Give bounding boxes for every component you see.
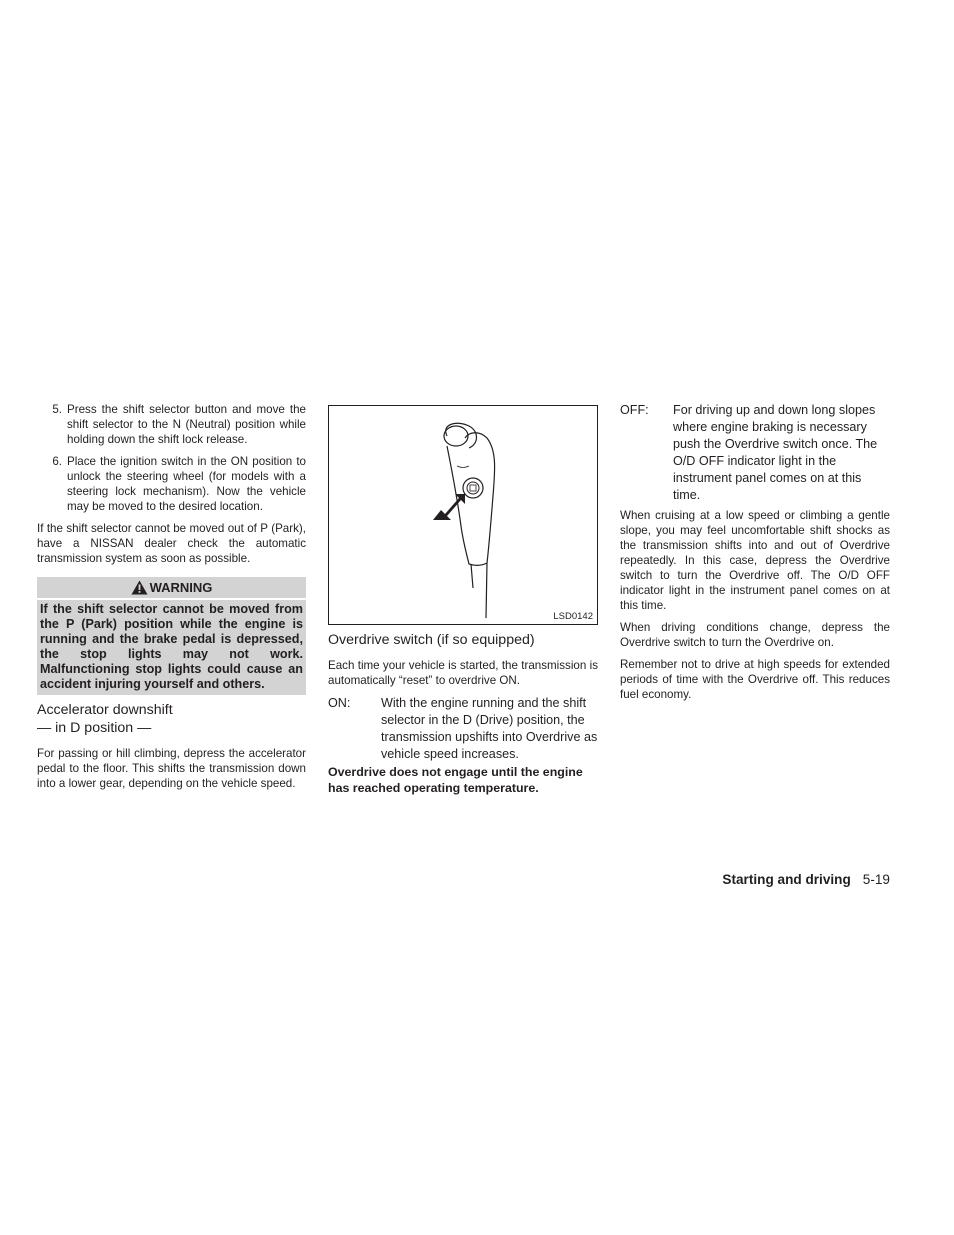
overdrive-switch-heading: Overdrive switch (if so equipped) — [328, 632, 535, 648]
step-number: 6. — [52, 455, 62, 468]
on-item — [328, 695, 598, 763]
warning-box — [37, 577, 306, 695]
step-text: Place the ignition switch in the ON position to unlock the steering wheel (for models with a steering lock mechanism). Now the vehicle may be moved to the desired location. — [67, 455, 306, 513]
heading-line-1: Accelerator downshift — [37, 702, 173, 718]
overdrive-intro: Each time your vehicle is started, the transmission is automatically “reset” to overdrive ON. — [328, 659, 598, 687]
shift-selector-figure — [328, 405, 598, 625]
downshift-paragraph: For passing or hill climbing, depress the accelerator pedal to the floor. This shifts the transmission down into a lower gear, depending on the vehicle speed. — [37, 747, 306, 790]
high-speed-paragraph: Remember not to drive at high speeds for extended periods of time with the Overdrive off. This reduces fuel economy. — [620, 658, 890, 701]
cruising-paragraph: When cruising at a low speed or climbing a gentle slope, you may feel uncomfortable shift shocks as the transmission shifts into and out of Overdrive repeatedly. In this case, depress the Overdrive switch to turn the Overdrive off. The O/D OFF indicator light in the instrument panel comes on at this time. — [620, 509, 890, 612]
step-text: Press the shift selector button and move the shift selector to the N (Neutral) position while holding down the shift lock release. — [67, 403, 306, 446]
accelerator-downshift-heading — [37, 701, 306, 737]
on-label: ON: — [328, 696, 351, 710]
middle-column — [328, 402, 598, 796]
overdrive-note: Overdrive does not engage until the engine has reached operating temperature. — [328, 765, 583, 795]
left-column — [37, 402, 306, 791]
right-column — [620, 402, 890, 702]
off-text: For driving up and down long slopes where engine braking is necessary push the Overdrive switch once. The O/D OFF indicator light in the instrument panel comes on at this time. — [673, 403, 878, 502]
section-title: Starting and driving — [722, 872, 851, 887]
conditions-paragraph: When driving conditions change, depress the Overdrive switch to turn the Overdrive on. — [620, 621, 890, 649]
park-paragraph: If the shift selector cannot be moved out of P (Park), have a NISSAN dealer check the automatic transmission system as soon as possible. — [37, 522, 306, 565]
shift-knob-illustration — [329, 406, 597, 624]
warning-header — [37, 577, 306, 600]
step-6 — [37, 454, 306, 514]
step-5 — [37, 402, 306, 447]
heading-line-2: — in D position — — [37, 720, 152, 736]
warning-triangle-icon — [131, 580, 148, 595]
page-number: 5-19 — [862, 872, 890, 887]
figure-label: LSD0142 — [553, 611, 593, 622]
warning-text: If the shift selector cannot be moved from the P (Park) position while the engine is running and the brake pedal is depressed, the stop lights may not work. Malfunctioning stop lights could cause an accident injuring yourself and others. — [40, 602, 303, 691]
step-number: 5. — [52, 403, 62, 416]
page-footer — [722, 872, 890, 887]
off-item — [620, 402, 890, 504]
warning-title: WARNING — [149, 580, 213, 595]
off-label: OFF: — [620, 403, 649, 417]
on-text: With the engine running and the shift selector in the D (Drive) position, the transmission upshifts into Overdrive as vehicle speed increases. — [381, 696, 598, 761]
